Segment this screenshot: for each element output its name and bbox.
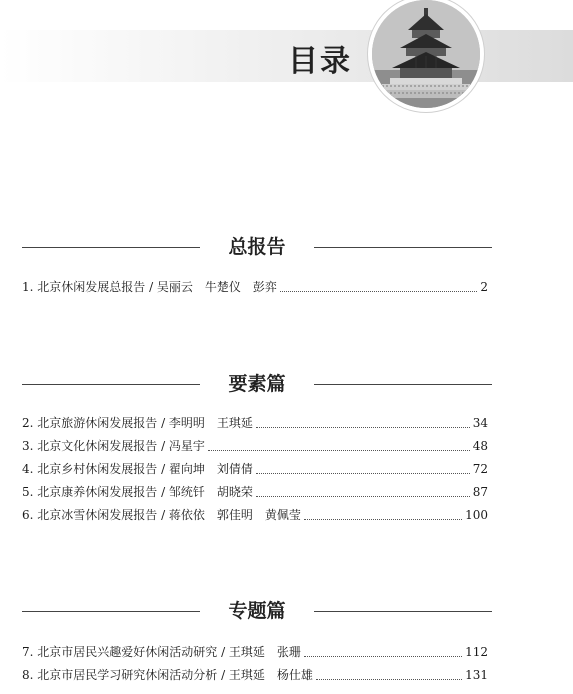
page-number: 100	[465, 508, 488, 522]
section-title: 要素篇	[228, 373, 286, 395]
entry-title: 7. 北京市居民兴趣爱好休闲活动研究 / 王琪延 张珊	[22, 645, 301, 659]
entry-title: 3. 北京文化休闲发展报告 / 冯星宇	[22, 439, 205, 453]
toc-entry[interactable]	[22, 278, 488, 296]
toc-entry[interactable]	[22, 483, 488, 501]
heading-rule	[314, 247, 492, 248]
heading-rule	[314, 611, 492, 612]
dot-leader	[256, 496, 470, 497]
page-number: 34	[472, 416, 488, 430]
page-number: 112	[465, 645, 488, 659]
heading-rule	[22, 247, 200, 248]
entry-title: 1. 北京休闲发展总报告 / 吴丽云 牛楚仪 彭弈	[22, 280, 277, 294]
section-heading-special-topics	[22, 598, 492, 624]
dot-leader	[280, 291, 477, 292]
section-title: 总报告	[228, 236, 286, 258]
dot-leader	[208, 450, 470, 451]
page-number: 2	[480, 280, 488, 294]
temple-of-heaven-photo-icon	[372, 0, 480, 108]
heading-rule	[22, 384, 200, 385]
entry-title: 2. 北京旅游休闲发展报告 / 李明明 王琪延	[22, 416, 253, 430]
entry-title: 5. 北京康养休闲发展报告 / 邹统钎 胡晓荣	[22, 485, 253, 499]
page-number: 87	[472, 485, 488, 499]
toc-entry[interactable]	[22, 506, 488, 524]
page-number: 72	[472, 462, 488, 476]
section-title: 专题篇	[228, 600, 286, 622]
dot-leader	[256, 427, 470, 428]
entry-title: 4. 北京乡村休闲发展报告 / 翟向坤 刘倩倩	[22, 462, 253, 476]
heading-rule	[22, 611, 200, 612]
section-heading-general-report	[22, 234, 492, 260]
toc-entry[interactable]	[22, 460, 488, 478]
toc-entry[interactable]	[22, 437, 488, 455]
toc-entry[interactable]	[22, 414, 488, 432]
entry-title: 8. 北京市居民学习研究休闲活动分析 / 王琪延 杨仕雄	[22, 668, 313, 682]
entry-title: 6. 北京冰雪休闲发展报告 / 蒋依依 郭佳明 黄佩莹	[22, 508, 301, 522]
page-number: 131	[465, 668, 488, 682]
dot-leader	[304, 519, 462, 520]
dot-leader	[256, 473, 470, 474]
title-banner	[0, 30, 573, 82]
toc-entry[interactable]	[22, 643, 488, 661]
toc-entry[interactable]	[22, 666, 488, 684]
dot-leader	[304, 656, 462, 657]
page-title: 目录	[288, 44, 352, 79]
page-number: 48	[472, 439, 488, 453]
section-heading-elements	[22, 371, 492, 397]
heading-rule	[314, 384, 492, 385]
dot-leader	[316, 679, 462, 680]
